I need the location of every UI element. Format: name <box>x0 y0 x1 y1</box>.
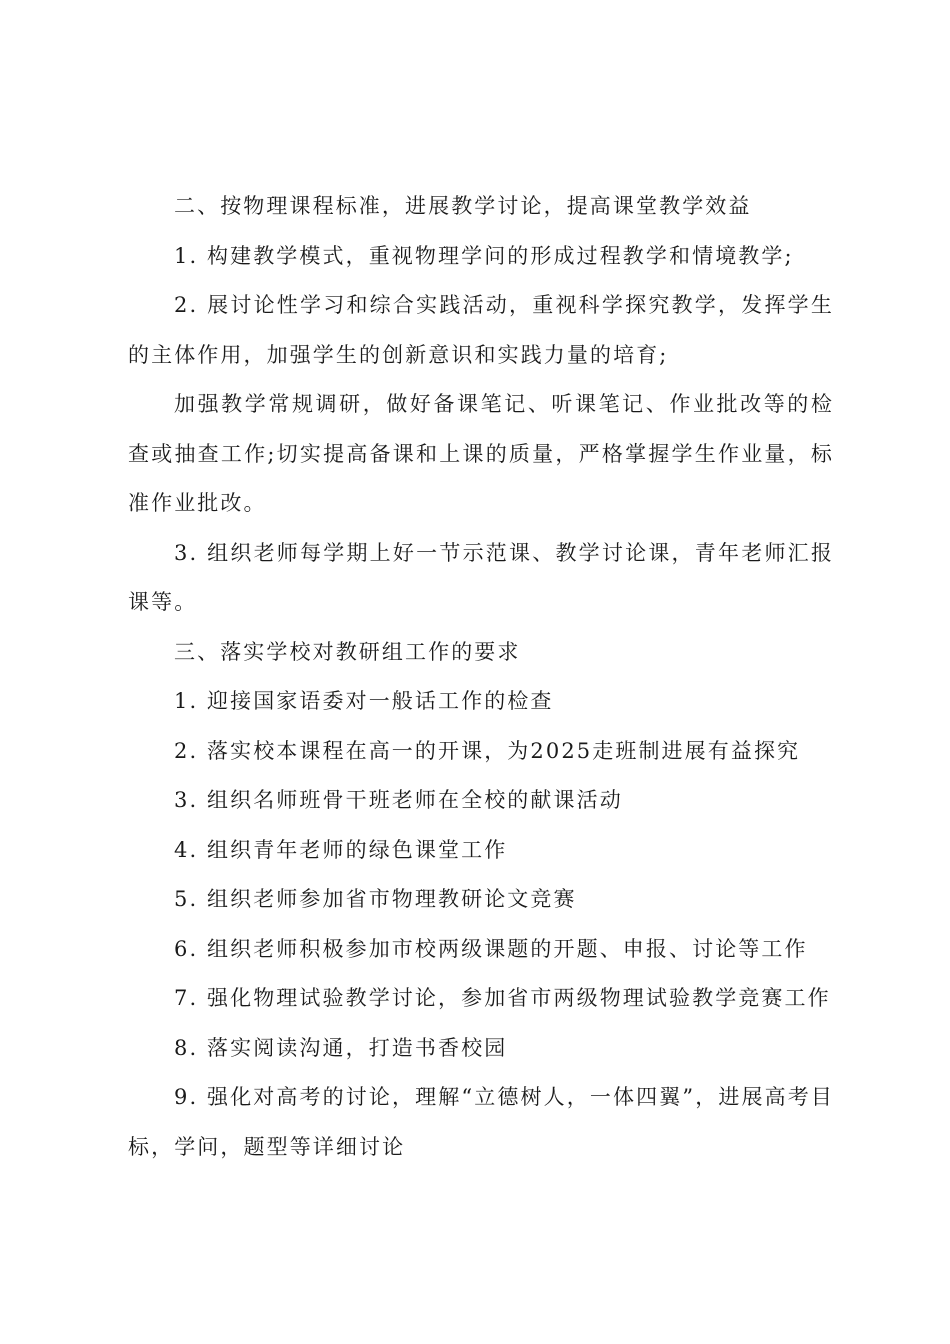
list-item: 5. 组织老师参加省市物理教研论文竞赛 <box>174 887 577 911</box>
list-item: 9. 强化对高考的讨论，理解“立德树人，一体四翼”，进展高考目标，学问，题型等详细讨论 <box>128 1085 834 1159</box>
list-item: 6. 组织老师积极参加市校两级课题的开题、申报、讨论等工作 <box>174 936 808 961</box>
list-item: 3. 组织老师每学期上好一节示范课、教学讨论课，青年老师汇报课等。 <box>128 540 834 614</box>
list-item: 1. 迎接国家语委对一般话工作的检查 <box>174 689 554 713</box>
section-heading-2: 二、按物理课程标准，进展教学讨论，提高课堂教学效益 <box>174 194 752 218</box>
list-item: 7. 强化物理试验教学讨论，参加省市两级物理试验教学竞赛工作 <box>174 986 831 1010</box>
list-item: 4. 组织青年老师的绿色课堂工作 <box>174 837 508 862</box>
list-item: 1. 构建教学模式，重视物理学问的形成过程教学和情境教学; <box>174 243 794 268</box>
list-item: 3. 组织名师班骨干班老师在全校的献课活动 <box>174 788 623 812</box>
body-paragraph: 加强教学常规调研，做好备课笔记、听课笔记、作业批改等的检查或抽查工作;切实提高备课和上课的质量，严格掌握学生作业量，标准作业批改。 <box>128 392 834 515</box>
list-item: 2. 落实校本课程在高一的开课，为2025走班制进展有益探究 <box>174 738 801 763</box>
list-item: 2. 展讨论性学习和综合实践活动，重视科学探究教学，发挥学生的主体作用，加强学生的创新意识和实践力量的培育; <box>128 293 834 367</box>
section-heading-3: 三、落实学校对教研组工作的要求 <box>174 639 521 664</box>
list-item: 8. 落实阅读沟通，打造书香校园 <box>174 1035 508 1060</box>
document-body <box>128 182 834 1172</box>
